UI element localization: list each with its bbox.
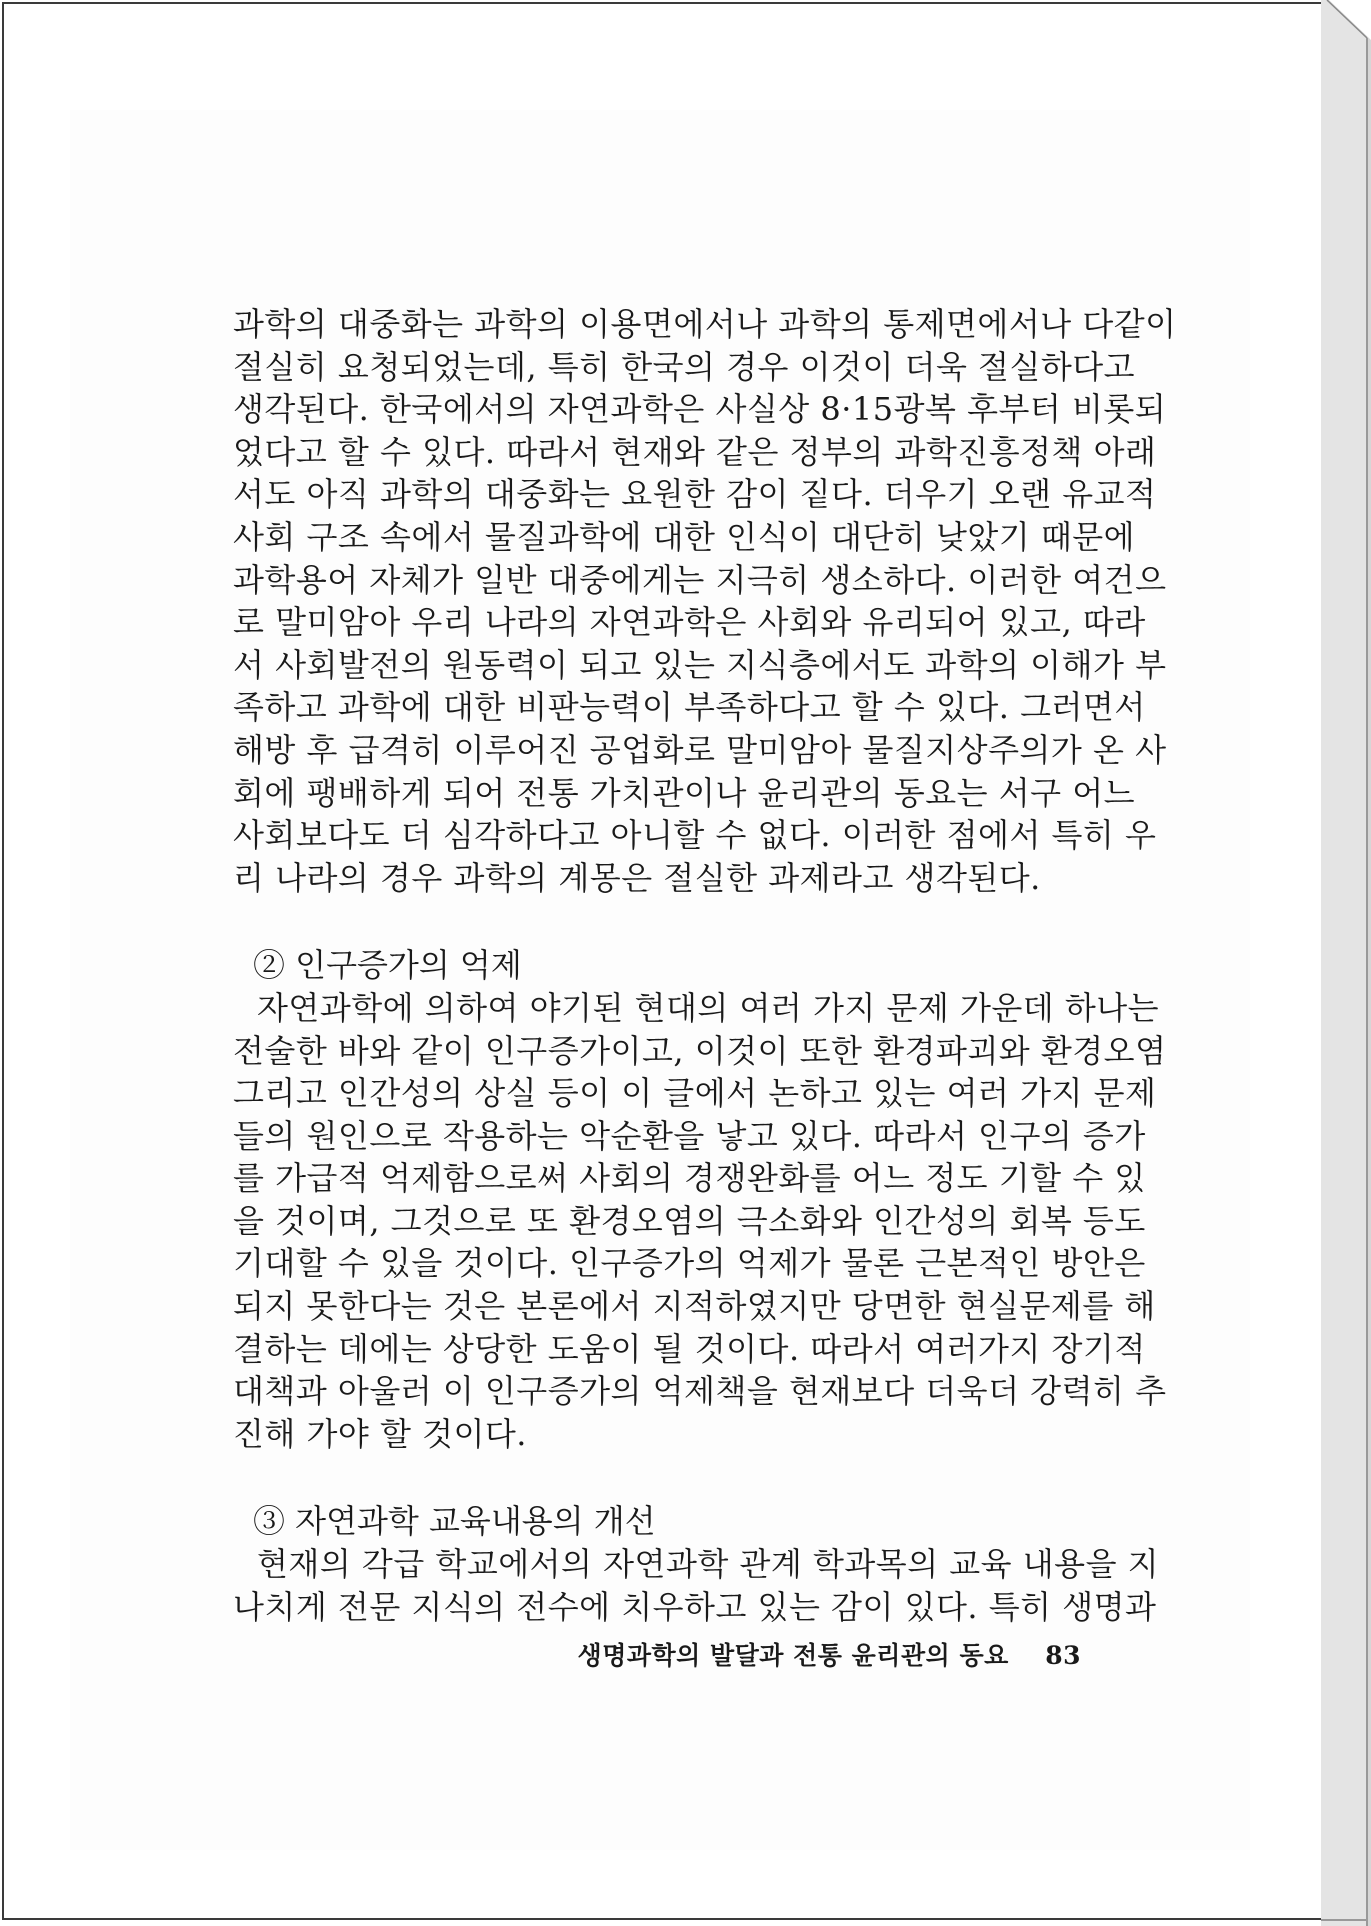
text-line: 현재의 각급 학교에서의 자연과학 관계 학과목의 교육 내용을 지 [257,1545,1160,1584]
section-3 [233,1500,1160,1628]
text-line: 대책과 아울러 이 인구증가의 억제책을 현재보다 더욱더 강력히 추 [233,1372,1167,1411]
text-line: 리 나라의 경우 과학의 계몽은 절실한 과제라고 생각된다. [233,858,1041,897]
text-line: 기대할 수 있을 것이다. 인구증가의 억제가 물론 근본적인 방안은 [233,1244,1146,1283]
page-number: 83 [1045,1641,1081,1670]
book-page-edge [1321,0,1371,1926]
text-line: 회에 팽배하게 되어 전통 가치관이나 윤리관의 동요는 서구 어느 [233,773,1136,812]
text-line: 서 사회발전의 원동력이 되고 있는 지식층에서도 과학의 이해가 부 [233,645,1167,684]
running-title: 생명과학의 발달과 전통 윤리관의 동요 [577,1641,1009,1670]
text-line: 절실히 요청되었는데, 특히 한국의 경우 이것이 더욱 절실하다고 [233,347,1136,386]
section-2 [233,944,1167,1455]
text-line: 전술한 바와 같이 인구증가이고, 이것이 또한 환경파괴와 환경오염 [233,1031,1167,1070]
section-gap [233,1455,1113,1500]
text-line: 들의 원인으로 작용하는 악순환을 낳고 있다. 따라서 인구의 증가 [233,1116,1146,1155]
text-line: 자연과학에 의하여 야기된 현대의 여러 가지 문제 가운데 하나는 [257,988,1160,1027]
text-line: 되지 못한다는 것은 본론에서 지적하였지만 당면한 현실문제를 해 [233,1287,1156,1326]
text-line: 그리고 인간성의 상실 등이 이 글에서 논하고 있는 여러 가지 문제 [233,1074,1157,1113]
text-line: 로 말미암아 우리 나라의 자연과학은 사회와 유리되어 있고, 따라 [233,603,1146,642]
text-line: 서도 아직 과학의 대중화는 요원한 감이 짙다. 더우기 오랜 유교적 [233,475,1157,514]
text-line: 를 가급적 억제함으로써 사회의 경쟁완화를 어느 정도 기할 수 있 [233,1159,1146,1198]
text-line: 해방 후 급격히 이루어진 공업화로 말미암아 물질지상주의가 온 사 [233,730,1167,769]
text-line: 나치게 전문 지식의 전수에 치우하고 있는 감이 있다. 특히 생명과 [233,1587,1157,1626]
page-footer [578,1636,1081,1672]
text-line: 사회 구조 속에서 물질과학에 대한 인식이 대단히 낮았기 때문에 [233,517,1136,556]
text-line: 과학용어 자체가 일반 대중에게는 지극히 생소하다. 이러한 여건으 [233,560,1167,599]
section-1-paragraph [233,303,1177,899]
text-line: 족하고 과학에 대한 비판능력이 부족하다고 할 수 있다. 그러면서 [233,688,1146,727]
text-line: 사회보다도 더 심각하다고 아니할 수 없다. 이러한 점에서 특히 우 [233,816,1157,855]
text-line: 결하는 데에는 상당한 도움이 될 것이다. 따라서 여러가지 장기적 [233,1329,1146,1368]
text-line: 었다고 할 수 있다. 따라서 현재와 같은 정부의 과학진흥정책 아래 [233,432,1157,471]
section-heading: ② 인구증가의 억제 [253,946,522,985]
section-gap [233,899,1113,944]
text-line: 과학의 대중화는 과학의 이용면에서나 과학의 통제면에서나 다같이 [233,305,1177,343]
text-line: 진해 가야 할 것이다. [233,1414,527,1453]
text-line: 생각된다. 한국에서의 자연과학은 사실상 8·15광복 후부터 비롯되 [233,390,1167,429]
text-line: 을 것이며, 그것으로 또 환경오염의 극소화와 인간성의 회복 등도 [233,1201,1146,1240]
body-text [233,303,1177,1628]
section-heading: ③ 자연과학 교육내용의 개선 [253,1502,656,1541]
